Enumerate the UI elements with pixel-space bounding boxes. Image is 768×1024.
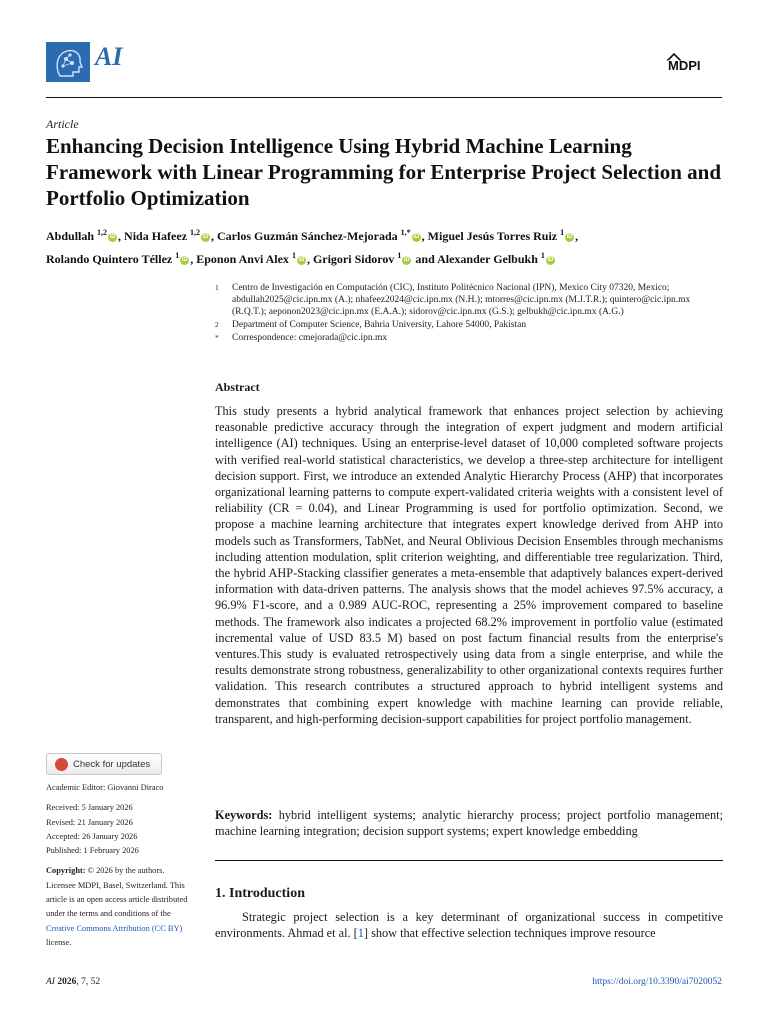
author-separator: , (190, 252, 197, 266)
author-separator: , (575, 229, 579, 243)
orcid-icon[interactable]: iD (181, 256, 188, 263)
license-suffix: license. (46, 937, 72, 947)
copyright-label: Copyright: (46, 866, 86, 876)
author-affiliation-mark: 1 (175, 251, 180, 260)
orcid-icon[interactable]: iD (413, 233, 420, 240)
correspondence (215, 332, 725, 344)
author-name: Abdullah (46, 229, 98, 243)
orcid-icon[interactable]: iD (403, 256, 410, 263)
author-name: Miguel Jesús Torres Ruiz (427, 229, 561, 243)
ai-head-logo-icon (46, 42, 90, 82)
section-heading-introduction: 1. Introduction (215, 886, 305, 901)
affiliation-1 (215, 282, 725, 318)
date-published: Published: 1 February 2026 (46, 846, 139, 856)
date-accepted: Accepted: 26 January 2026 (46, 831, 138, 841)
intro-text-part: ] show that effective selection techniques improve resource (363, 926, 656, 941)
license-link[interactable]: Creative Commons Attribution (CC BY) (46, 923, 183, 933)
footer-journal: AI (46, 977, 55, 987)
journal-name: AI (95, 42, 123, 71)
author-name: Grigori Sidorov (312, 252, 398, 266)
article-info (46, 781, 196, 950)
section-divider (215, 860, 723, 861)
academic-editor: Academic Editor: Giovanni Diraco (46, 783, 164, 792)
orcid-icon[interactable]: iD (547, 256, 554, 263)
author-affiliation-mark: 1,2 (190, 228, 201, 237)
affiliation-text: Centro de Investigación en Computación (CIC), Instituto Politécnico Nacional (IPN), Mexico City 07320, Mexico; abdullah2025@cic.ipn.mx (A.); nhafeez2024@cic.ipn.mx (N.H.); mtorres@cic.ipn.mx (M.J.T.R.); quintero@cic.ipn.mx (R.Q.T.); aeponon2023@cic.ipn.mx (E.A.A.); sidorov@cic.ipn.mx (G.S.); gelbukh@cic.ipn.mx (A.G.) (232, 283, 691, 317)
publisher-logo (662, 52, 722, 78)
affiliations (215, 282, 725, 345)
affiliation-mark: 1 (215, 283, 219, 292)
update-check-icon (55, 758, 68, 771)
orcid-icon[interactable]: iD (202, 233, 209, 240)
affiliation-2 (215, 319, 725, 331)
author-separator: , (421, 229, 428, 243)
abstract-body: This study presents a hybrid analytical framework that enhances project selection by achieving reasonable predictive accuracy through the integration of expert judgment and modern artificial intelligence (AI) techniques. Using an enterprise-level dataset of 10,000 completed software projects with verified real-world statistical characteristics, we develop a three-step architecture for intelligent decision support. First, we introduce an extended Analytic Hierarchy Process (AHP) that incorporates organizational learning patterns to compute expert-validated criteria weights with a consistent level of reliability (CR = 0.04), and Linear Programming is used for portfolio optimization. Second, we propose a machine learning architecture that integrates expert knowledge derived from AHP into models such as Transformers, TabNet, and Neural Oblivious Decision Ensembles through mechanisms including attention modulation, split criterion weighting, and differentiable tree regularization. Third, the hybrid AHP-Stacking classifier generates a meta-ensemble that adaptively balances expert-derived information with data-driven patterns. The analysis shows that the model achieves 97.5% accuracy, a 96.9% F1-score, and a 0.989 AUC-ROC, representing a 25% improvement compared to baseline methods. The framework also indicates a projected 68.2% improvement in portfolio value (estimated incremental value of USD 83.5 M) based on post factum financial results from the enterprise's ventures.This study is evaluated retrospectively using data from a single enterprise, and while the results demonstrate strong robustness, generalizability to other organizational contexts requires further validation. This research contributes a structured approach to hybrid intelligent systems and demonstrates that combining expert knowledge with machine learning can provide reliable, transparent, and high-performing decision-support capabilities for project portfolio management. (215, 404, 723, 726)
introduction-body (215, 909, 723, 941)
author-affiliation-mark: 1 (397, 251, 402, 260)
footer-volume: , 7, 52 (76, 977, 101, 987)
intro-text-part: Strategic project selection is a key determinant of organizational success in competitive environments. Ahmad et al. [ (215, 910, 723, 941)
copyright-text: © 2026 by the authors. Licensee MDPI, Basel, Switzerland. This article is an open access article distributed under the terms and conditions of the (46, 866, 188, 919)
copyright-notice (46, 864, 196, 950)
article-type: Article (46, 117, 79, 131)
author-separator: , (118, 229, 125, 243)
author-separator: , (211, 229, 218, 243)
author-affiliation-mark: 1 (291, 251, 296, 260)
footer-citation (46, 977, 100, 987)
doi-link[interactable]: https://doi.org/10.3390/ai7020052 (592, 977, 722, 987)
article-title: Enhancing Decision Intelligence Using Hybrid Machine Learning Framework with Linear Programming for Enterprise Project Selection and Portfolio Optimization (46, 134, 721, 210)
date-received: Received: 5 January 2026 (46, 803, 133, 813)
orcid-icon[interactable]: iD (566, 233, 573, 240)
affiliation-mark: 2 (215, 320, 219, 329)
orcid-icon[interactable]: iD (298, 256, 305, 263)
author-affiliation-mark: 1 (540, 251, 545, 260)
author-name: Nida Hafeez (124, 229, 191, 243)
author-name: Carlos Guzmán Sánchez-Mejorada (217, 229, 401, 243)
keywords-label: Keywords: (215, 808, 273, 822)
author-affiliation-mark: 1,2 (97, 228, 108, 237)
footer-year: 2026 (57, 977, 77, 987)
author-separator: , (306, 252, 313, 266)
citation-link[interactable]: 1 (357, 926, 364, 941)
date-revised: Revised: 21 January 2026 (46, 817, 133, 827)
author-name: Eponon Anvi Alex (196, 252, 292, 266)
publisher-name: MDPI (668, 58, 701, 73)
author-list (46, 223, 726, 269)
author-affiliation-mark: 1 (560, 228, 565, 237)
author-separator: and (412, 252, 438, 266)
author-affiliation-mark: 1,* (400, 228, 411, 237)
keywords-text: hybrid intelligent systems; analytic hierarchy process; project portfolio management; machine learning integration; decision support systems; expert knowledge embedding (215, 808, 723, 839)
abstract-heading: Abstract (215, 380, 260, 394)
keywords (215, 807, 723, 839)
author-name: Alexander Gelbukh (437, 252, 541, 266)
journal-logo (46, 42, 90, 82)
author-name: Rolando Quintero Téllez (46, 252, 176, 266)
affiliation-text: Department of Computer Science, Bahria University, Lahore 54000, Pakistan (232, 320, 527, 330)
header-divider (46, 97, 722, 98)
affiliation-text: Correspondence: cmejorada@cic.ipn.mx (232, 333, 388, 343)
check-updates-label: Check for updates (73, 758, 151, 770)
check-for-updates-button[interactable] (46, 753, 162, 775)
affiliation-mark: * (215, 333, 219, 342)
orcid-icon[interactable]: iD (109, 233, 116, 240)
